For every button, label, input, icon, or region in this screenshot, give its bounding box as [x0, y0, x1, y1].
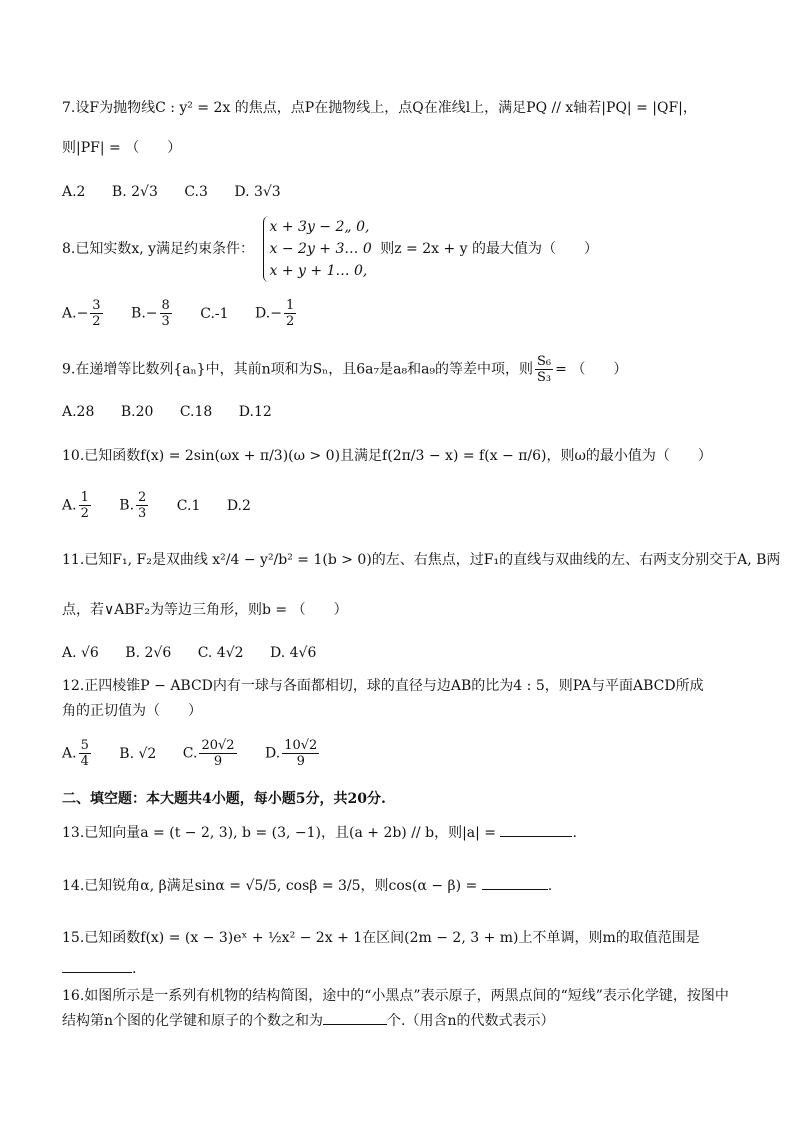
q11-option-d: D. 4√6: [270, 645, 317, 661]
q10-option-b-label: B.: [119, 497, 135, 514]
q12-option-d-den: 9: [296, 754, 305, 769]
q16-line2-b: 个.（用含n的代数式表示）: [387, 1013, 555, 1029]
q13-stem: [62, 822, 577, 843]
q10-option-c: C.1: [176, 497, 201, 514]
q8-stem: [62, 216, 598, 282]
q11-options: [62, 643, 338, 663]
q9-text: 9.在递增等比数列{aₙ}中，其前n项和为Sₙ，且6a₇是a₈和a₉的等差中项，则: [62, 361, 534, 378]
q15-answer-blank[interactable]: [62, 958, 132, 973]
q7-line1: 7.设F为抛物线C : y² = 2x 的焦点，点P在抛物线上，点Q在准线l上，满足PQ // x轴若|PQ| = |QF|，: [62, 100, 697, 116]
q8-option-d-num: 1: [285, 298, 295, 313]
q8-option-d-label: D.: [255, 305, 271, 322]
q8-option-d-den: 2: [285, 314, 295, 329]
q8-option-a-num: 3: [92, 298, 101, 313]
q11-line2: 点，若∨ABF₂为等边三角形，则b = （ ）: [62, 602, 348, 618]
q10-option-a-num: 1: [80, 490, 89, 505]
q9-option-b: B.20: [120, 404, 154, 420]
q8-constraint-3: x + y + 1… 0,: [269, 263, 368, 279]
q14-answer-blank[interactable]: [482, 875, 548, 890]
q8-option-a-sign: −: [76, 305, 89, 322]
q14-period: .: [547, 878, 553, 894]
q8-option-b-label: B.: [131, 305, 146, 322]
q16-answer-blank[interactable]: [323, 1010, 387, 1025]
q7-option-d: D. 3√3: [234, 184, 281, 200]
q11-option-b: B. 2√6: [125, 645, 172, 661]
q9-options: [62, 402, 294, 422]
q10-option-d: D.2: [226, 497, 251, 514]
q9-frac-num: S₆: [537, 354, 552, 369]
q10-option-b-den: 3: [138, 506, 147, 521]
q8-option-c: C.-1: [200, 305, 229, 322]
q9-option-a: A.28: [62, 404, 95, 420]
q12-line1: 12.正四棱锥P − ABCD内有一球与各面都相切，球的直径与边AB的比为4 : 5，则PA与平面ABCD所成: [62, 678, 704, 694]
q14-stem: [62, 875, 552, 896]
q11-option-a: A. √6: [62, 645, 99, 661]
q8-option-a: [62, 298, 105, 329]
q16-line1: 16.如图所示是一系列有机物的结构简图，途中的“小黑点”表示原子，两黑点间的“短线”表示化学键，按图中: [62, 988, 729, 1004]
q7-option-a: A.2: [62, 184, 86, 200]
q12-option-d-num: 10√2: [284, 738, 318, 753]
q12-option-d-frac: [282, 738, 319, 769]
q15-stem: 15.已知函数f(x) = (x − 3)eˣ + ½x² − 2x + 1在区间(2m − 2, 3 + m)上不单调，则m的取值范围是: [62, 930, 700, 946]
q11-line1: 11.已知F₁, F₂是双曲线 x²/4 − y²/b² = 1(b > 0)的左、右焦点，过F₁的直线与双曲线的左、右两支分别交于A, B两: [62, 552, 781, 568]
q10-option-a: [62, 490, 93, 521]
q8-option-b: [131, 298, 174, 329]
q11-option-c: C. 4√2: [197, 645, 244, 661]
q12-option-c-num: 20√2: [201, 738, 235, 753]
q10-options: [62, 490, 273, 521]
q7-options: [62, 182, 303, 202]
q9-stem: [62, 354, 627, 385]
q13-answer-blank[interactable]: [500, 822, 572, 837]
q8-option-b-sign: −: [145, 305, 158, 322]
q10-option-b-frac: [136, 490, 148, 521]
q12-option-a-label: A.: [62, 745, 77, 762]
q12-option-c: [183, 738, 239, 769]
q8-option-a-frac: [90, 298, 102, 329]
q8-option-a-label: A.: [62, 305, 77, 322]
q9-option-d: D.12: [238, 404, 272, 420]
q12-option-c-label: C.: [182, 745, 198, 762]
q8-option-b-frac: [160, 298, 172, 329]
q8-option-b-num: 8: [161, 298, 170, 313]
q10-option-a-label: A.: [62, 497, 77, 514]
q7-option-c: C.3: [184, 184, 208, 200]
q9-tail: = （ ）: [555, 361, 628, 378]
q8-prefix: 8.已知实数x, y满足约束条件：: [62, 241, 255, 257]
q10-option-a-den: 2: [80, 506, 89, 521]
q9-frac: [535, 354, 553, 385]
q12-option-c-frac: [199, 738, 236, 769]
q14-text: 14.已知锐角α, β满足sinα = √5/5, cosβ = 3/5，则cos(α − β) =: [62, 878, 478, 894]
section-2-heading: 二、填空题：本大题共4小题，每小题5分，共20分.: [62, 791, 386, 807]
q12-option-b: B. √2: [119, 745, 157, 762]
q12-line2: 角的正切值为（ ）: [62, 703, 202, 719]
q16-line2-a: 结构第n个图的化学键和原子的个数之和为: [62, 1013, 324, 1029]
q7-option-b: B. 2√3: [111, 184, 158, 200]
q8-option-d-frac: [284, 298, 296, 329]
q13-period: .: [572, 825, 577, 841]
q8-constraint-system: [263, 216, 372, 282]
q10-option-b-num: 2: [138, 490, 147, 505]
q8-option-b-den: 3: [161, 314, 170, 329]
q8-constraint-1: x + 3y − 2„ 0,: [269, 219, 370, 235]
q12-option-a-num: 5: [80, 738, 89, 753]
q13-text: 13.已知向量a = (t − 2, 3), b = (3, −1)，且(a + 2b) // b，则|a| =: [62, 825, 497, 841]
q12-option-a-den: 4: [80, 754, 89, 769]
q8-option-d: [255, 298, 298, 329]
q12-options: [62, 738, 343, 769]
q9-frac-den: S₃: [537, 370, 552, 385]
q12-option-d-label: D.: [265, 745, 281, 762]
q9-option-c: C.18: [179, 404, 213, 420]
q15-answer-line: [62, 958, 136, 979]
q12-option-a-frac: [79, 738, 91, 769]
q16-line2: [62, 1010, 554, 1031]
q15-period: .: [132, 961, 137, 977]
q7-line2: 则|PF| = （ ）: [62, 140, 182, 156]
q12-option-c-den: 9: [213, 754, 223, 769]
q8-option-d-sign: −: [270, 305, 282, 322]
q8-constraint-2: x − 2y + 3… 0: [269, 241, 372, 257]
q10-option-a-frac: [79, 490, 91, 521]
q10-stem: 10.已知函数f(x) = 2sin(ωx + π/3)(ω > 0)且满足f(2π/3 − x) = f(x − π/6)，则ω的最小值为（ ）: [62, 448, 712, 464]
q12-option-d: [265, 738, 321, 769]
q10-option-b: [119, 490, 150, 521]
q8-option-a-den: 2: [92, 314, 101, 329]
q8-options: [62, 298, 320, 329]
q8-suffix: 则z = 2x + y 的最大值为（ ）: [380, 241, 599, 257]
q12-option-a: [62, 738, 93, 769]
